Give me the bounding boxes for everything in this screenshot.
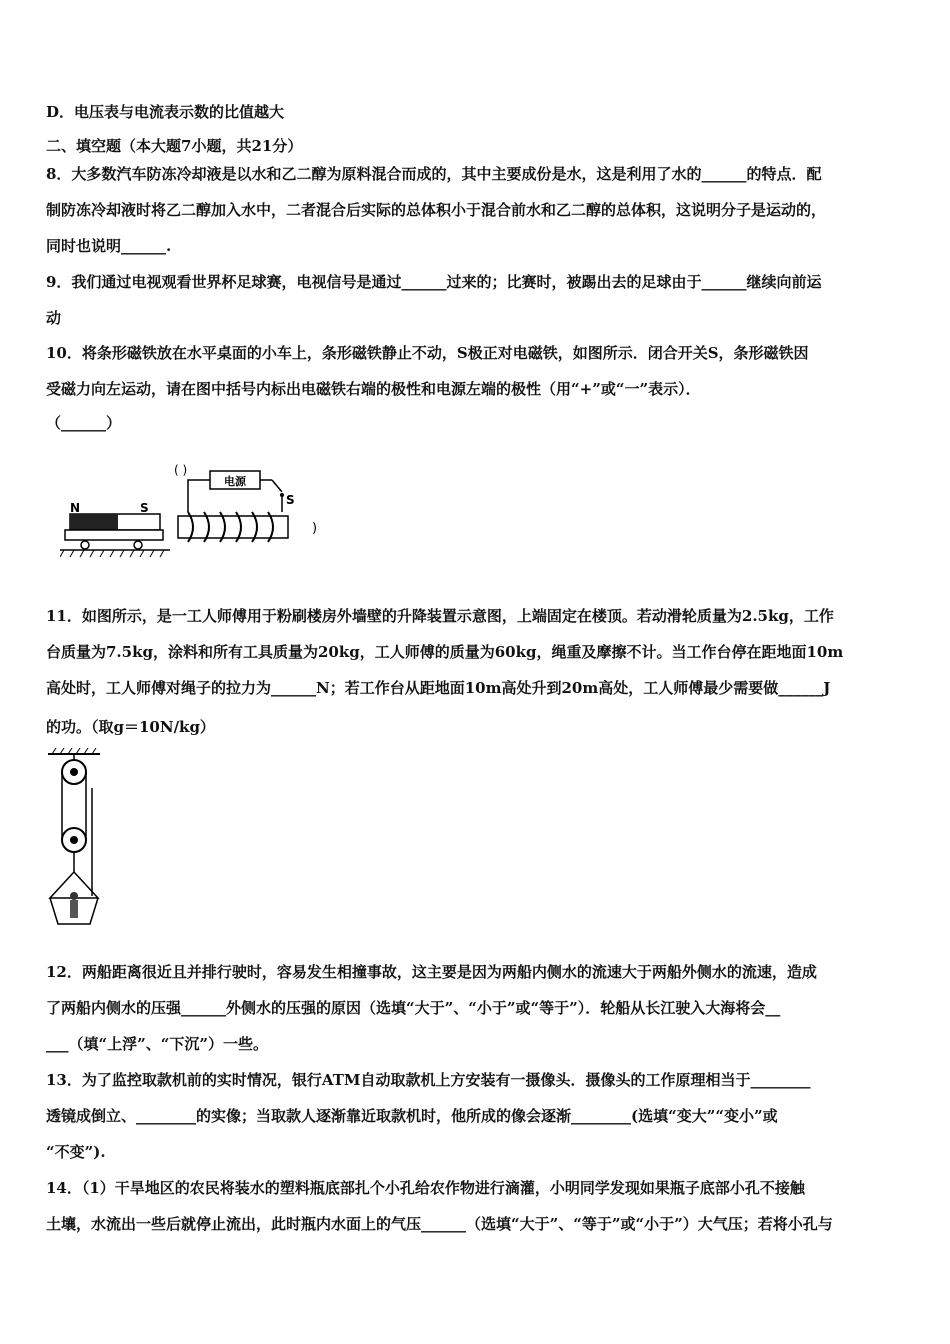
q13-line1: 13．为了监控取款机前的实时情况，银行ATM自动取款机上方安装有一摄像头．摄像头的工作原理相当于________ <box>46 1071 811 1089</box>
switch-label: S <box>286 493 295 507</box>
q12-line3: ___（填“上浮”、“下沉”）一些。 <box>46 1035 269 1053</box>
worker-body <box>70 900 78 918</box>
magnet-n-label: N <box>70 501 81 515</box>
switch-blade <box>272 480 282 492</box>
power-source-label: 电源 <box>224 475 246 488</box>
q11-line3: 高处时，工人师傅对绳子的拉力为______N；若工作台从距地面10m高处升到20m高处，工人师傅最少需要做______J <box>46 679 831 697</box>
magnet-s-label: S <box>140 501 149 515</box>
q9-line2: 动 <box>46 309 62 327</box>
pulley-platform-figure <box>40 748 110 930</box>
q11-line2: 台质量为7.5kg，涂料和所有工具质量为20kg，工人师傅的质量为60kg，绳重及摩擦不计。当工作台停在距地面10m <box>46 643 844 661</box>
magnet-n-half <box>70 514 118 530</box>
movable-pulley-axle <box>70 836 78 844</box>
q11-line1: 11．如图所示，是一工人师傅用于粉刷楼房外墙壁的升降装置示意图，上端固定在楼顶。若动滑轮质量为2.5kg，工作 <box>46 607 834 625</box>
q10-answer-blank: （______） <box>46 414 122 432</box>
cart-wheel-left <box>81 541 89 549</box>
q9-line1: 9．我们通过电视观看世界杯足球赛，电视信号是通过______过来的；比赛时，被踢出去的足球由于______继续向前运 <box>46 273 822 291</box>
cart <box>65 530 163 540</box>
paren-power-left: ( ) <box>174 463 188 477</box>
q12-line1: 12．两船距离很近且并排行驶时，容易发生相撞事故，这主要是因为两船内侧水的流速大于两船外侧水的流速，造成 <box>46 963 817 981</box>
ground-hatch <box>60 550 164 557</box>
q12-line2: 了两船内侧水的压强______外侧水的压强的原因（选填“大于”、“小于”或“等于”）．轮船从长江驶入大海将会__ <box>46 999 781 1017</box>
worker-head <box>70 892 78 900</box>
fixed-pulley-axle <box>70 768 78 776</box>
q14-line2: 土壤，水流出一些后就停止流出，此时瓶内水面上的气压______（选填“大于”、“等于”或“小于”）大气压；若将小孔与 <box>46 1215 833 1233</box>
q14-line1: 14．（1）干旱地区的农民将装水的塑料瓶底部扎个小孔给农作物进行滴灌，小明同学发现如果瓶子底部小孔不接触 <box>46 1179 805 1197</box>
q8-line3: 同时也说明______. <box>46 237 172 255</box>
q10-line2: 受磁力向左运动，请在图中括号内标出电磁铁右端的极性和电源左端的极性（用“+”或“一”表示）． <box>46 380 701 398</box>
magnet-electromagnet-figure <box>60 458 340 568</box>
cart-wheel-right <box>134 541 142 549</box>
q8-line1: 8．大多数汽车防冻冷却液是以水和乙二醇为原料混合而成的，其中主要成份是水，这是利用了水的______的特点．配 <box>46 165 822 183</box>
switch-contact <box>280 493 284 497</box>
q11-line4: 的功。（取g＝10N/kg） <box>46 718 215 736</box>
section-header: 二、填空题（本大题7小题，共21分） <box>46 137 303 155</box>
q10-line1: 10．将条形磁铁放在水平桌面的小车上，条形磁铁静止不动，S极正对电磁铁，如图所示．闭合开关S，条形磁铁因 <box>46 344 809 362</box>
option-d: D．电压表与电流表示数的比值越大 <box>46 103 285 121</box>
q8-line2: 制防冻冷却液时将乙二醇加入水中，二者混合后实际的总体积小于混合前水和乙二醇的总体积，这说明分子是运动的， <box>46 201 827 219</box>
wire-left <box>188 480 210 512</box>
q13-line2: 透镜成倒立、________的实像；当取款人逐渐靠近取款机时，他所成的像会逐渐________(选填“变大”“变小”或 <box>46 1107 778 1125</box>
q13-line3: “不变”). <box>46 1143 106 1161</box>
paren-electromagnet-right: ) <box>312 521 318 536</box>
